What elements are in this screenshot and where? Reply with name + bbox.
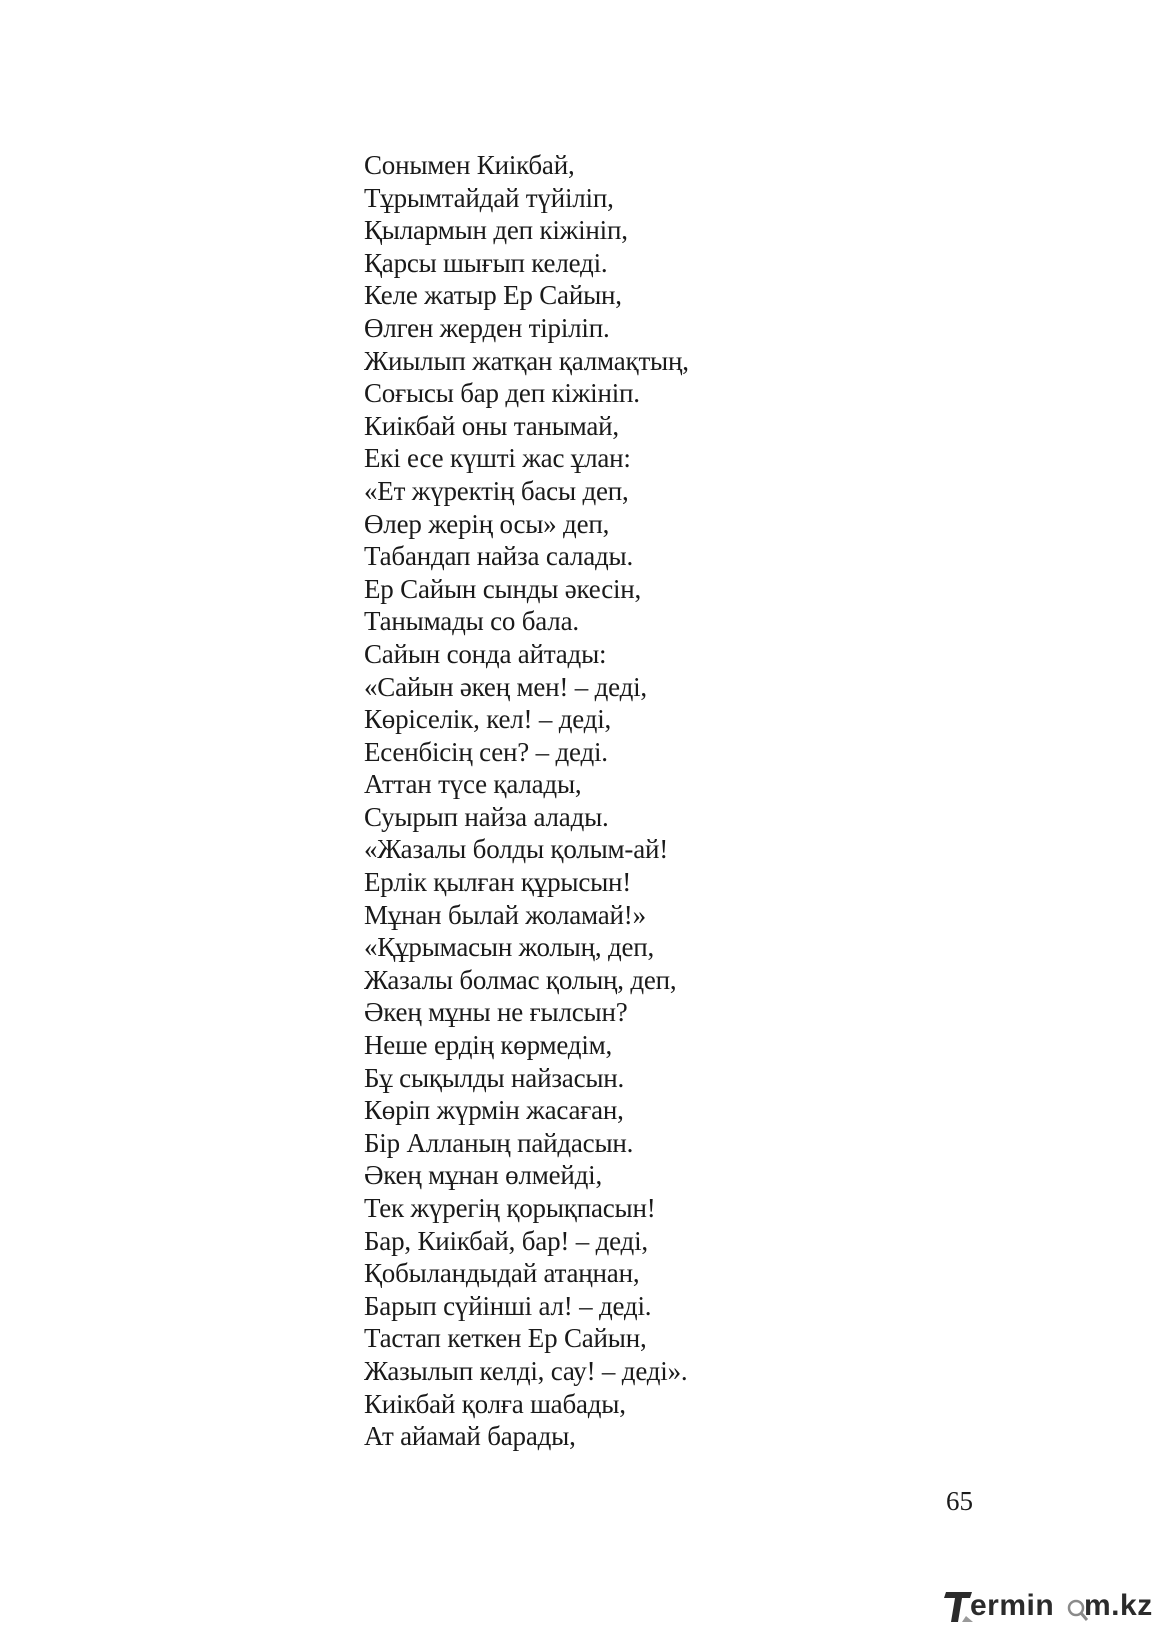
- poem-line: Мұнан былай жоламай!»: [364, 899, 646, 930]
- poem-line: Жиылып жатқан қалмақтың,: [364, 345, 689, 376]
- poem-line: Бұ сықылды найзасын.: [364, 1062, 625, 1093]
- poem-line: Ер Сайын сынды әкесін,: [364, 573, 642, 604]
- poem-line: Қылармын деп кіжініп,: [364, 215, 628, 246]
- poem-line: Тұрымтайдай түйіліп,: [364, 182, 614, 213]
- watermark-text-end: m.kz: [1084, 1589, 1153, 1622]
- poem-line: Барып сүйінші ал! – деді.: [364, 1290, 652, 1321]
- poem-line: Соғысы бар деп кіжініп.: [364, 378, 640, 409]
- poem-line: Танымады со бала.: [364, 606, 579, 637]
- poem-line: Сайын сонда айтады:: [364, 638, 607, 669]
- poem-line: Келе жатыр Ер Сайын,: [364, 280, 622, 311]
- poem-line: Есенбісің сен? – деді.: [364, 736, 608, 767]
- poem-line: Өлген жерден тіріліп.: [364, 312, 610, 343]
- poem-line: Өлер жерің осы» деп,: [364, 508, 610, 539]
- poem-line: Киікбай қолға шабады,: [364, 1388, 626, 1419]
- poem-line: Киікбай оны танымай,: [364, 410, 619, 441]
- poem-line: Көріселік, кел! – деді,: [364, 704, 612, 735]
- poem-line: Қобыландыдай атаңнан,: [364, 1258, 640, 1289]
- watermark-text-start: ermin: [970, 1589, 1055, 1622]
- poem-line: Сонымен Киікбай,: [364, 150, 575, 180]
- poem-line: Ат айамай барады,: [364, 1421, 576, 1452]
- termincom-watermark: [944, 1586, 1153, 1626]
- poem-line: Көріп жүрмін жасаған,: [364, 1095, 624, 1126]
- poem-line: Бір Алланың пайдасын.: [364, 1127, 634, 1158]
- poem-line: Әкең мұны не ғылсын?: [364, 997, 628, 1028]
- poem-line: Табандап найза салады.: [364, 541, 634, 572]
- poem-line: Қарсы шығып келеді.: [364, 247, 608, 278]
- poem-line: Тастап кеткен Ер Сайын,: [364, 1323, 647, 1354]
- poem-text: [364, 149, 689, 1453]
- poem-line: Неше ердің көрмедім,: [364, 1030, 613, 1061]
- poem-line: Әкең мұнан өлмейді,: [364, 1160, 603, 1191]
- poem-line: «Жазалы болды қолым-ай!: [364, 834, 669, 865]
- poem-line: Жазалы болмас қолың, деп,: [364, 964, 677, 995]
- poem-line: Суырып найза алады.: [364, 801, 609, 832]
- poem-line: Ерлік қылған құрысын!: [364, 867, 632, 898]
- poem-line: «Құрымасын жолың, деп,: [364, 932, 655, 963]
- page-number: 65: [946, 1486, 973, 1516]
- poem-line: «Сайын әкең мен! – деді,: [364, 671, 647, 702]
- poem-line: Тек жүрегің қорықпасын!: [364, 1193, 656, 1223]
- poem-line: Аттан түсе қалады,: [364, 769, 582, 800]
- poem-line: Бар, Киікбай, бар! – деді,: [364, 1225, 648, 1256]
- poem-line: Жазылып келді, сау! – деді».: [364, 1355, 688, 1386]
- poem-line: «Ет жүректің басы деп,: [364, 475, 629, 506]
- poem-line: Екі есе күшті жас ұлан:: [364, 443, 631, 474]
